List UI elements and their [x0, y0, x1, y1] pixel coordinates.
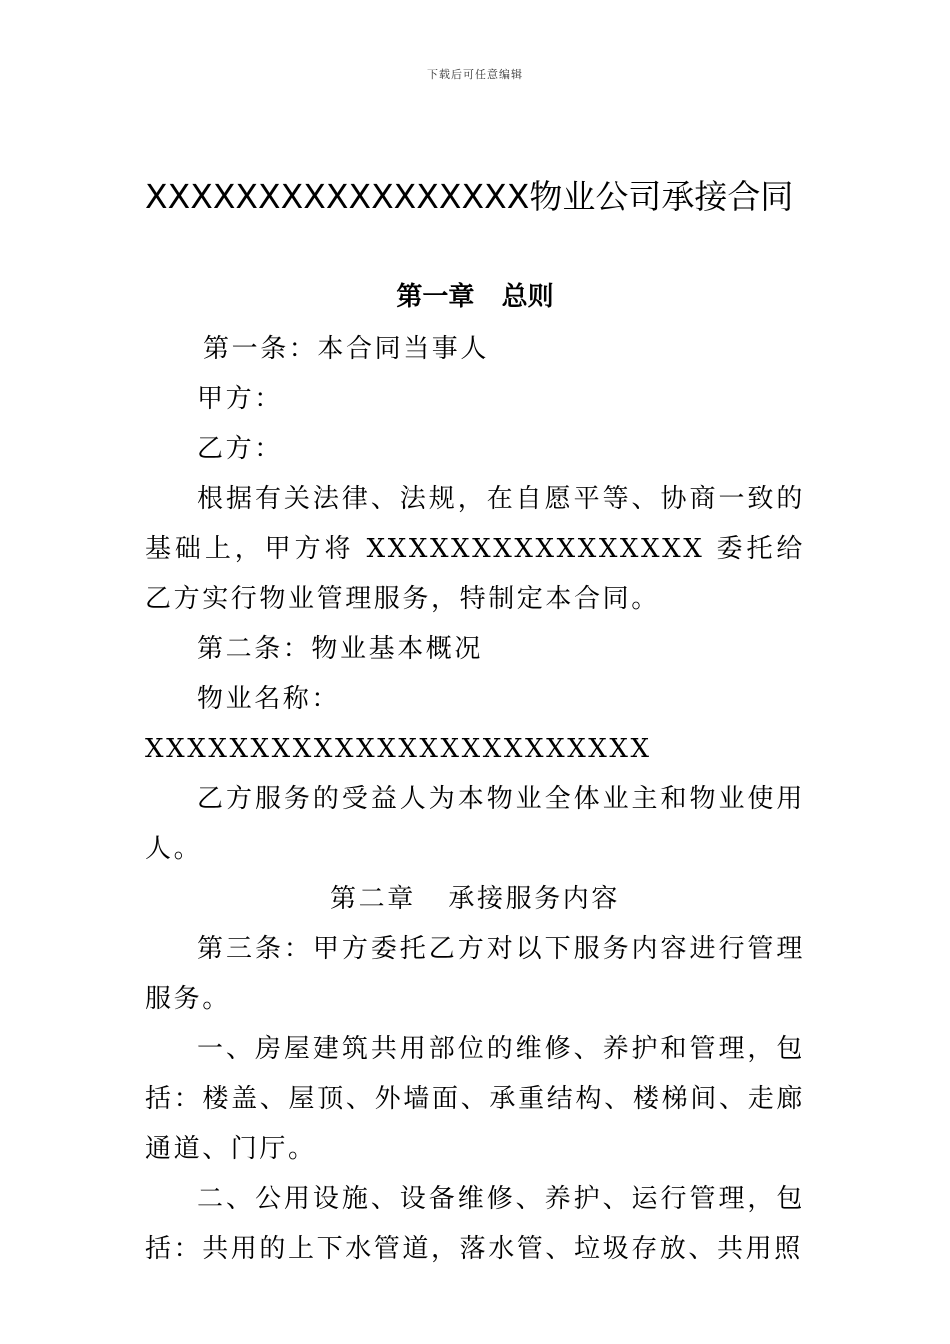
party-b-line: 乙方：: [197, 434, 283, 464]
article-1-heading: 第一条：本合同当事人: [203, 334, 490, 364]
chapter-2-title: 第二章 承接服务内容: [330, 884, 620, 914]
beneficiaries-paragraph: 乙方服务的受益人为本物业全体业主和物业使用人。: [145, 784, 805, 864]
service-item-2: 二、公用设施、设备维修、养护、运行管理，包括：共用的上下水管道，落水管、垃圾存放、共用照: [145, 1184, 805, 1264]
chapter-1-title: 第一章 总则: [396, 282, 554, 312]
document-body: [145, 324, 805, 1274]
document-title: XXXXXXXXXXXXXXXXX物业公司承接合同: [145, 177, 794, 216]
service-item-1: 一、房屋建筑共用部位的维修、养护和管理，包括：楼盖、屋顶、外墙面、承重结构、楼梯间、走廊通道、门厅。: [145, 1034, 805, 1164]
article-3-paragraph: 第三条：甲方委托乙方对以下服务内容进行管理服务。: [145, 934, 805, 1014]
preamble-paragraph: 根据有关法律、法规，在自愿平等、协商一致的基础上，甲方将 XXXXXXXXXXXXXXXX 委托给乙方实行物业管理服务，特制定本合同。: [145, 484, 805, 614]
article-2-heading: 第二条：物业基本概况: [197, 634, 484, 664]
header-note: 下载后可任意编辑: [427, 68, 523, 81]
property-name-line: 物业名称：XXXXXXXXXXXXXXXXXXXXXXXX: [145, 684, 652, 764]
party-a-line: 甲方：: [197, 384, 283, 414]
